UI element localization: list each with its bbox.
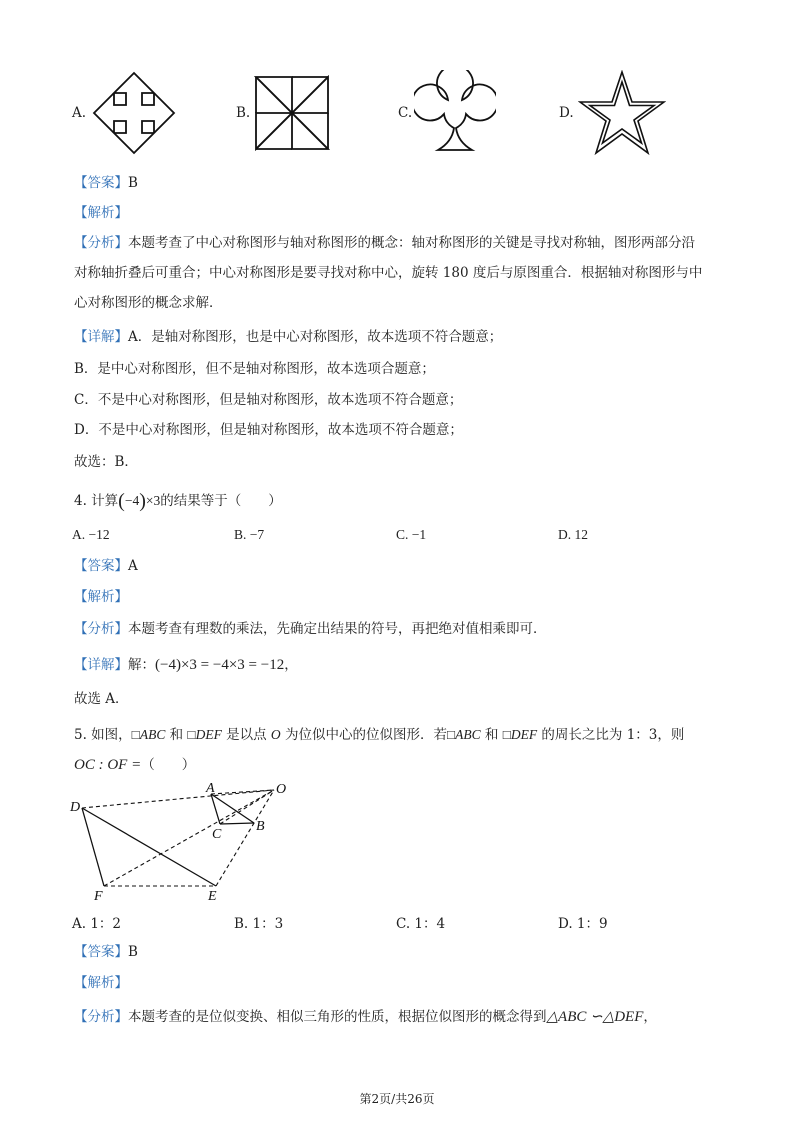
q4-answer-line	[74, 557, 138, 575]
label-c: C	[212, 827, 222, 842]
q5-option-a: A. 1：2	[72, 916, 122, 932]
q5-option-c: C. 1：4	[396, 916, 446, 932]
q5-stem-d: 的周长之比为 1：3，则	[537, 727, 685, 743]
answer-value: A	[128, 558, 138, 574]
q5-answer-line	[74, 943, 138, 961]
label-b: B	[256, 819, 265, 834]
q5-stem-c: 为位似中心的位似图形．若	[280, 727, 447, 743]
answer-tag: 【答案】	[74, 558, 128, 574]
fenxi-text: 本题考查有理数的乘法，先确定出结果的符号，再把绝对值相乘即可．	[128, 621, 547, 637]
q5-stem-line-2	[74, 754, 195, 776]
fenxi-end: ，	[643, 1009, 657, 1025]
xiangjie-prefix: 解：	[128, 657, 155, 673]
q4-stem	[74, 489, 282, 513]
q4-fenxi-line	[74, 620, 547, 638]
xiangjie-end: ，	[284, 657, 298, 673]
jiexi-tag: 【解析】	[74, 589, 128, 605]
q3-jiexi-line	[74, 204, 128, 222]
fenxi-tag: 【分析】	[74, 1009, 128, 1025]
fenxi-text: 本题考查的是位似变换、相似三角形的性质，根据位似图形的概念得到	[128, 1009, 547, 1025]
q5-option-d: D. 1：9	[558, 916, 608, 932]
q5-stem-line-1	[74, 724, 684, 746]
q5-stem-blank: （ ）	[141, 757, 196, 773]
jiexi-tag: 【解析】	[74, 205, 128, 221]
q5-option-b: B. 1：3	[234, 916, 284, 932]
option-label-d: D.	[559, 105, 574, 121]
jiexi-tag: 【解析】	[74, 975, 128, 991]
q4-xiangjie-line	[74, 654, 298, 676]
label-o: O	[276, 782, 287, 797]
paren-open: (	[118, 490, 125, 512]
star-figure	[578, 70, 666, 156]
q4-option-a: A. −12	[72, 527, 110, 542]
q3-answer-line	[74, 174, 138, 192]
and-word-2: 和	[480, 727, 503, 743]
q3-fenxi-line-3: 心对称图形的概念求解．	[74, 295, 223, 311]
similar-triangles-expr: △ABC ∽△DEF	[546, 1009, 644, 1025]
q3-conclusion: 故选：B．	[74, 454, 138, 470]
answer-value: B	[128, 944, 138, 960]
q4-option-b: B. −7	[234, 527, 265, 542]
q5-stem-a: 5. 如图，	[74, 727, 132, 743]
q3-xiangjie-line-3: C．不是中心对称图形，但是轴对称图形，故本选项不符合题意；	[74, 392, 463, 408]
neg-four: −4	[124, 493, 140, 508]
q3-xiangjie-line-1	[74, 328, 502, 346]
q3-xiangjie-line-4: D．不是中心对称图形，但是轴对称图形，故本选项不符合题意；	[74, 422, 463, 438]
paren-close: )	[139, 490, 146, 512]
answer-tag: 【答案】	[74, 175, 128, 191]
times-three: ×3	[145, 493, 161, 508]
q4-option-d: D. 12	[558, 527, 588, 542]
q3-fenxi-line-2: 对称轴折叠后可重合；中心对称图形是要寻找对称中心，旋转 180 度后与原图重合．根据轴对称图形与中	[74, 265, 703, 281]
fenxi-tag: 【分析】	[74, 621, 128, 637]
q4-option-c: C. −1	[396, 527, 427, 542]
q5-jiexi-line	[74, 974, 128, 992]
fenxi-text: 本题考查了中心对称图形与轴对称图形的概念：轴对称图形的关键是寻找对称轴，图形两部分沿	[128, 235, 695, 251]
option-label-b: B.	[236, 105, 251, 121]
option-label-a: A.	[72, 105, 87, 121]
and-word: 和	[165, 727, 188, 743]
label-e: E	[208, 889, 217, 902]
xiangjie-text: A．是轴对称图形，也是中心对称图形，故本选项不符合题意；	[128, 329, 503, 345]
q4-suffix: 的结果等于（ ）	[160, 493, 282, 509]
answer-tag: 【答案】	[74, 944, 128, 960]
option-label-c: C.	[398, 105, 413, 121]
pinwheel-figure	[254, 75, 330, 151]
q4-jiexi-line	[74, 588, 128, 606]
four-arrows-figure	[92, 71, 176, 155]
label-a: A	[206, 781, 215, 796]
label-f: F	[94, 889, 103, 902]
q5-stem-b: 是以点	[221, 727, 271, 743]
triangle-def-2: □DEF	[502, 727, 538, 742]
answer-value: B	[128, 175, 138, 191]
club-figure	[414, 70, 496, 154]
fenxi-tag: 【分析】	[74, 235, 128, 251]
label-d: D	[70, 800, 81, 815]
triangle-abc-2: □ABC	[446, 727, 481, 742]
page-footer: 第2页/共26页	[359, 1092, 435, 1106]
q4-conclusion: 故选 A．	[74, 691, 129, 707]
triangle-abc: □ABC	[131, 727, 166, 742]
q5-fenxi-line	[74, 1006, 657, 1028]
xiangjie-tag: 【详解】	[74, 657, 128, 673]
q3-xiangjie-line-2: B．是中心对称图形，但不是轴对称图形，故本选项合题意；	[74, 361, 435, 377]
ratio-expression: OC : OF =	[74, 757, 142, 773]
xiangjie-expr: (−4)×3 = −4×3 = −12	[155, 657, 285, 673]
point-o: O	[270, 727, 281, 742]
xiangjie-tag: 【详解】	[74, 329, 128, 345]
q4-prefix: 4. 计算	[74, 493, 119, 509]
homothety-figure	[68, 778, 298, 902]
q3-fenxi-line-1	[74, 234, 695, 252]
triangle-def: □DEF	[187, 727, 222, 742]
